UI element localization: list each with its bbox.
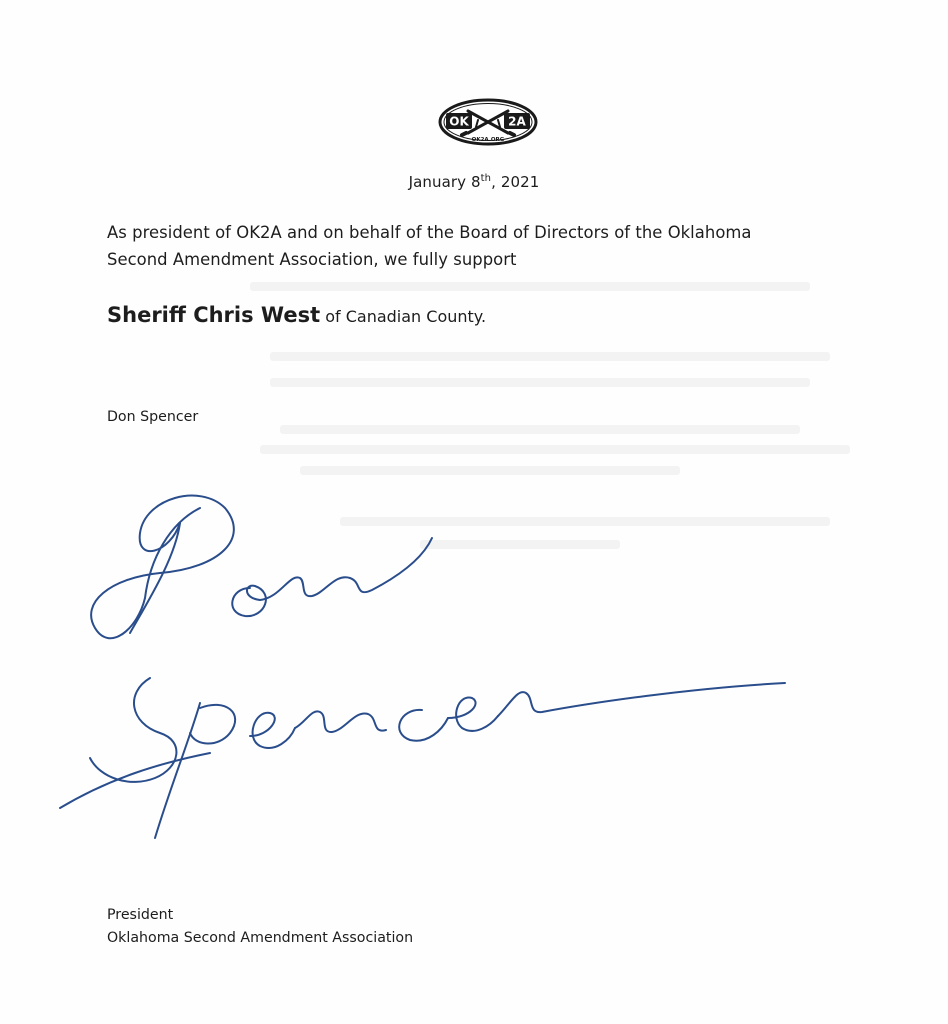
bleed-through-line bbox=[270, 352, 830, 361]
svg-text:2A: 2A bbox=[508, 114, 526, 129]
intro-paragraph bbox=[107, 219, 867, 273]
endorsed-county: of Canadian County. bbox=[320, 307, 487, 326]
bleed-through-line bbox=[280, 425, 800, 434]
endorsed-name: Sheriff Chris West bbox=[107, 303, 321, 327]
intro-line-2: Second Amendment Association, we fully support bbox=[107, 250, 517, 269]
bleed-through-line bbox=[260, 445, 850, 454]
ok2a-logo bbox=[438, 97, 538, 149]
bleed-through-line bbox=[270, 378, 810, 387]
bleed-through-line bbox=[300, 466, 680, 475]
svg-text:OK2A.ORG: OK2A.ORG bbox=[471, 137, 505, 143]
signer-organization: Oklahoma Second Amendment Association bbox=[107, 930, 414, 946]
date-year: , 2021 bbox=[491, 173, 540, 191]
intro-line-1: As president of OK2A and on behalf of the Board of Directors of the Oklahoma bbox=[107, 223, 752, 242]
signer-title-block bbox=[107, 904, 413, 950]
signer-name: Don Spencer bbox=[107, 409, 199, 425]
date-month-day: January 8 bbox=[408, 173, 481, 191]
handwritten-signature bbox=[50, 478, 800, 858]
svg-text:OK: OK bbox=[449, 114, 469, 129]
date-ordinal: th bbox=[480, 173, 492, 184]
bleed-through-line bbox=[250, 282, 810, 291]
endorsement-line bbox=[107, 303, 486, 327]
letter-date bbox=[0, 173, 948, 191]
signer-title: President bbox=[107, 907, 174, 923]
